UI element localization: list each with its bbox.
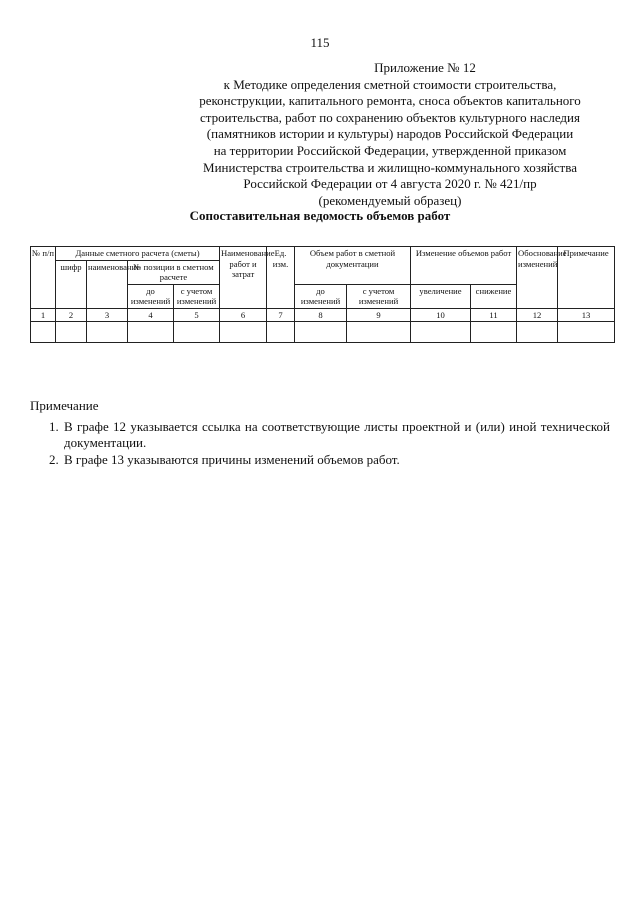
col-header-cipher: шифр bbox=[56, 260, 87, 308]
table-cell[interactable] bbox=[411, 321, 471, 342]
column-number: 5 bbox=[174, 308, 220, 321]
column-numbers-row bbox=[31, 308, 615, 321]
col-header-pos-before: до изменений bbox=[128, 284, 174, 308]
table-cell[interactable] bbox=[56, 321, 87, 342]
col-header-estimate-data: Данные сметного расчета (сметы) bbox=[56, 247, 220, 261]
appendix-line: реконструкции, капитального ремонта, сноса объектов капитального bbox=[199, 93, 581, 109]
column-number: 9 bbox=[347, 308, 411, 321]
table-cell[interactable] bbox=[128, 321, 174, 342]
col-header-unit: Ед. изм. bbox=[267, 247, 295, 309]
column-number: 3 bbox=[87, 308, 128, 321]
col-header-work-name: Наименование работ и затрат bbox=[220, 247, 267, 309]
column-number: 6 bbox=[220, 308, 267, 321]
table-cell[interactable] bbox=[87, 321, 128, 342]
column-number: 1 bbox=[31, 308, 56, 321]
appendix-line: (памятников истории и культуры) народов Российской Федерации bbox=[206, 126, 574, 142]
note-item: 1. В графе 12 указывается ссылка на соответствующие листы проектной и (или) иной технической документации. bbox=[62, 419, 610, 452]
table-cell[interactable] bbox=[517, 321, 558, 342]
appendix-line: к Методике определения сметной стоимости строительства, bbox=[223, 76, 557, 92]
appendix-line: строительства, работ по сохранению объектов культурного наследия bbox=[200, 109, 580, 125]
appendix-line: на территории Российской Федерации, утвержденной приказом bbox=[213, 142, 567, 158]
column-number: 12 bbox=[517, 308, 558, 321]
notes-heading: Примечание bbox=[30, 398, 99, 413]
col-header-change: Изменение объемов работ bbox=[411, 247, 517, 285]
col-header-note: Примечание bbox=[558, 247, 615, 309]
col-header-justification: Обоснование изменений bbox=[517, 247, 558, 309]
appendix-header bbox=[170, 60, 610, 209]
comparison-table bbox=[30, 246, 615, 343]
column-number: 13 bbox=[558, 308, 615, 321]
col-header-name: наименование bbox=[87, 260, 128, 308]
appendix-line: Российской Федерации от 4 августа 2020 г. № 421/пр bbox=[243, 176, 537, 192]
note-item: 2. В графе 13 указываются причины изменений объемов работ. bbox=[62, 452, 610, 469]
col-header-decrease: снижение bbox=[471, 284, 517, 308]
notes-section bbox=[30, 398, 610, 468]
col-header-vol-before: до изменений bbox=[295, 284, 347, 308]
table-cell[interactable] bbox=[267, 321, 295, 342]
col-header-increase: увеличение bbox=[411, 284, 471, 308]
table-cell[interactable] bbox=[295, 321, 347, 342]
page-number: 115 bbox=[310, 35, 330, 50]
document-title: Сопоставительная ведомость объемов работ bbox=[189, 208, 451, 223]
column-number: 2 bbox=[56, 308, 87, 321]
table-cell[interactable] bbox=[31, 321, 56, 342]
table-cell[interactable] bbox=[558, 321, 615, 342]
empty-data-row bbox=[31, 321, 615, 342]
col-header-pos-after: с учетом изменений bbox=[174, 284, 220, 308]
column-number: 10 bbox=[411, 308, 471, 321]
appendix-line: Приложение № 12 bbox=[374, 60, 476, 75]
column-number: 7 bbox=[267, 308, 295, 321]
col-header-volume: Объем работ в сметной документации bbox=[295, 247, 411, 285]
table-cell[interactable] bbox=[471, 321, 517, 342]
col-header-vol-after: с учетом изменений bbox=[347, 284, 411, 308]
col-header-no: № п/п bbox=[31, 247, 56, 309]
column-number: 8 bbox=[295, 308, 347, 321]
table-cell[interactable] bbox=[174, 321, 220, 342]
column-number: 4 bbox=[128, 308, 174, 321]
col-header-position: № позиции в сметном расчете bbox=[128, 260, 220, 284]
table-cell[interactable] bbox=[347, 321, 411, 342]
notes-list bbox=[30, 419, 610, 469]
table-cell[interactable] bbox=[220, 321, 267, 342]
appendix-line: (рекомендуемый образец) bbox=[318, 192, 462, 208]
column-number: 11 bbox=[471, 308, 517, 321]
appendix-line: Министерства строительства и жилищно-коммунального хозяйства bbox=[203, 159, 577, 175]
